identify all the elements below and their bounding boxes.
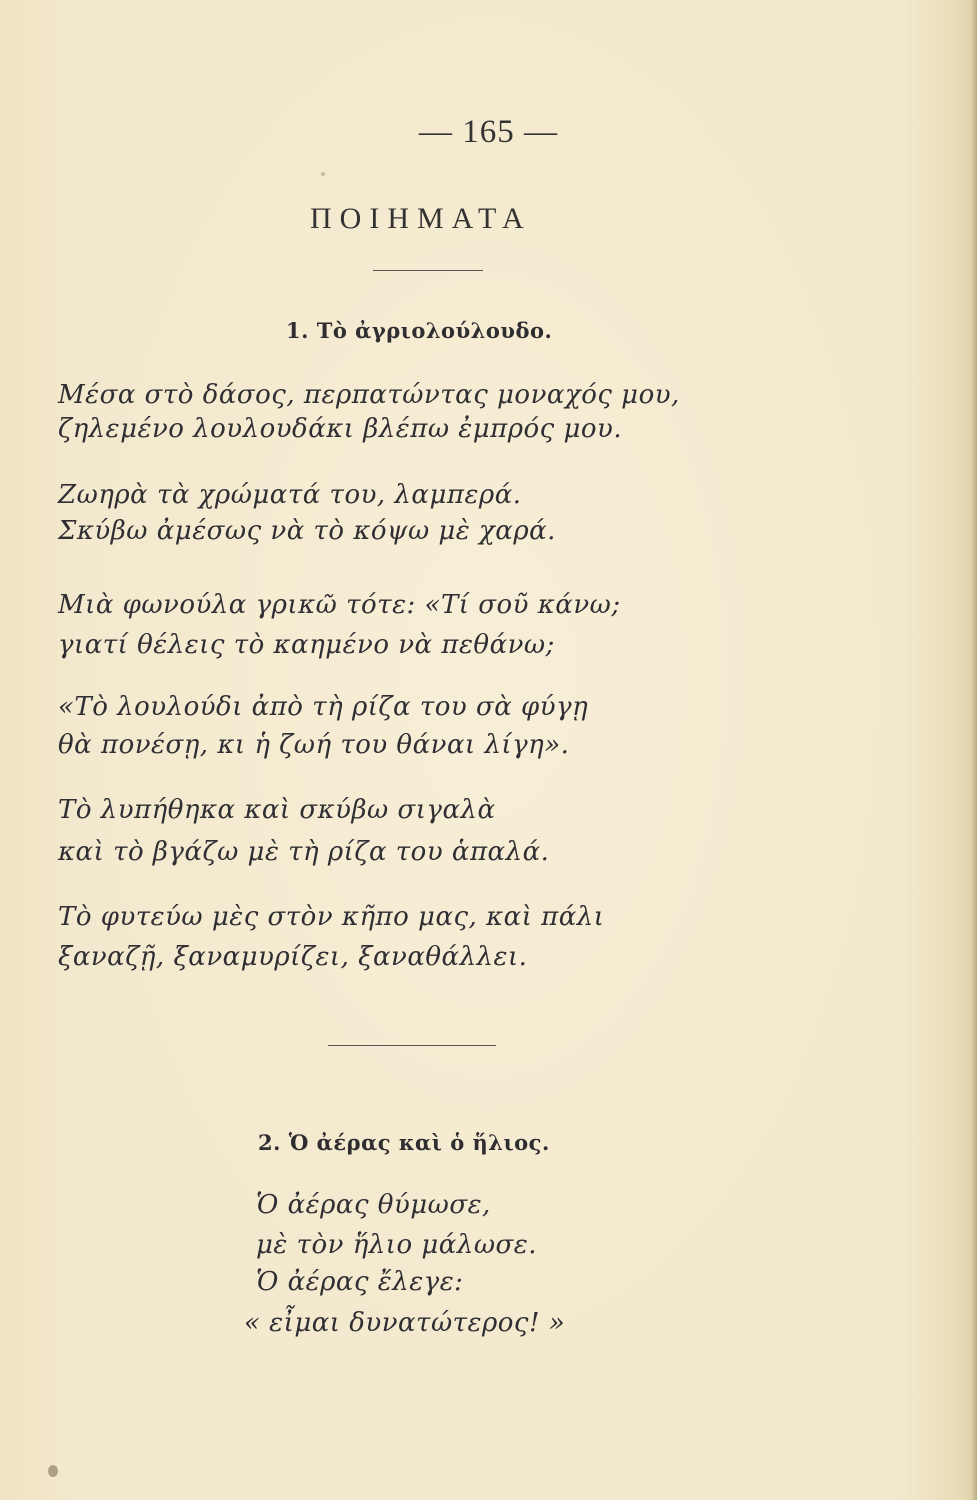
poem-1-line-5: Μιὰ φωνούλα γρικῶ τότε: «Τί σοῦ κάνω; <box>58 590 621 620</box>
section-title: ΠΟΙΗΜΑΤΑ <box>310 202 532 235</box>
poem-1-line-12: ξαναζῇ, ξαναμυρίζει, ξαναθάλλει. <box>58 942 528 972</box>
poem-1-line-1: Μέσα στὸ δάσος, περπατώντας μοναχός μου, <box>58 380 680 410</box>
poem-1-heading: 1. Τὸ ἀγριολούλουδο. <box>286 318 553 343</box>
poem-2-line-3: Ὁ ἀέρας ἔλεγε: <box>256 1267 464 1297</box>
poem-2-line-1: Ὁ ἀέρας θύμωσε, <box>256 1190 491 1220</box>
paper-speck <box>321 172 325 176</box>
poem-1-line-7: «Τὸ λουλούδι ἀπὸ τὴ ρίζα του σὰ φύγῃ <box>58 692 589 722</box>
page-number: — 165 — <box>419 114 558 150</box>
poem-1-line-6: γιατί θέλεις τὸ καημένο νὰ πεθάνω; <box>58 630 555 660</box>
poem-1-line-9: Τὸ λυπήθηκα καὶ σκύβω σιγαλὰ <box>58 795 496 825</box>
poem-1-line-10: καὶ τὸ βγάζω μὲ τὴ ρίζα του ἁπαλά. <box>58 837 550 867</box>
poem-1-line-4: Σκύβω ἀμέσως νὰ τὸ κόψω μὲ χαρά. <box>58 516 556 546</box>
poem-1-line-3: Ζωηρὰ τὰ χρώματά του, λαμπερά. <box>58 480 522 510</box>
poem-1-line-11: Τὸ φυτεύω μὲς στὸν κῆπο μας, καὶ πάλι <box>58 902 605 932</box>
title-divider <box>373 270 483 271</box>
poem-1-line-8: θὰ πονέσῃ, κι ἡ ζωή του θάναι λίγη». <box>58 730 570 760</box>
poem-divider <box>328 1045 496 1046</box>
poem-1-line-2: ζηλεμένο λουλουδάκι βλέπω ἐμπρός μου. <box>58 414 623 444</box>
poem-2-line-2: μὲ τὸν ἥλιο μάλωσε. <box>256 1230 537 1260</box>
paper-stain <box>48 1465 58 1477</box>
page-edge-shadow <box>971 0 977 1500</box>
poem-2-heading: 2. Ὁ ἀέρας καὶ ὁ ἥλιος. <box>258 1130 550 1155</box>
poem-2-line-4: « εἶμαι δυνατώτερος! » <box>244 1308 566 1338</box>
